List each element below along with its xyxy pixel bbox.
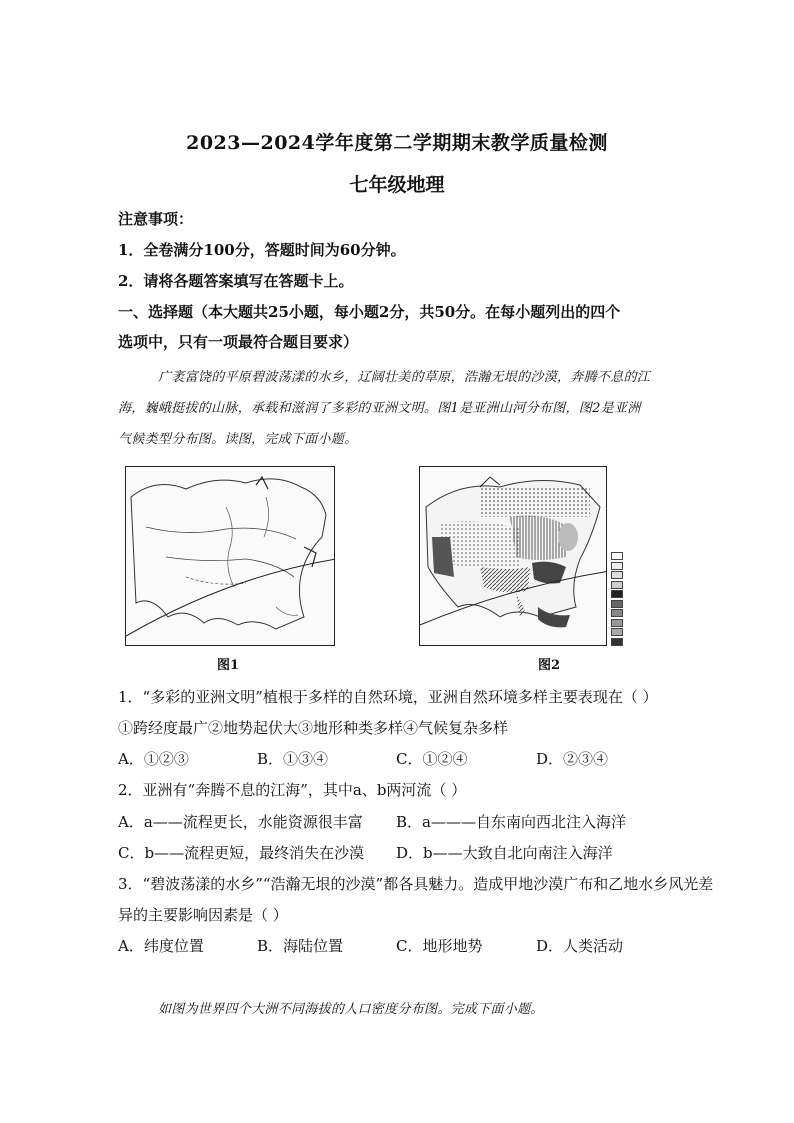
q3-option-c[interactable]: C．地形地势 xyxy=(396,937,483,955)
notes-item-2: 2．请将各题答案填写在答题卡上。 xyxy=(118,272,354,290)
asia-map-drawing xyxy=(126,467,334,645)
asia-rivers-mountains-map xyxy=(125,466,335,646)
notes-item-1: 1．全卷满分100分，答题时间为60分钟。 xyxy=(118,241,406,259)
legend-item xyxy=(611,628,626,636)
q3-option-d[interactable]: D．人类活动 xyxy=(536,937,624,955)
q2-option-d[interactable]: D．b——大致自北向南注入海洋 xyxy=(396,844,613,862)
legend-item xyxy=(611,571,626,579)
notes-heading: 注意事项： xyxy=(118,210,194,228)
intro-line-1: 广袤富饶的平原碧波荡漾的水乡，辽阔壮美的草原，浩瀚无垠的沙漠，奔腾不息的江 xyxy=(158,370,651,385)
q1-option-b[interactable]: B．①③④ xyxy=(257,750,329,768)
climate-legend xyxy=(611,552,626,647)
legend-item xyxy=(611,562,626,570)
q1-option-d[interactable]: D．②③④ xyxy=(536,750,609,768)
q2-option-b[interactable]: B．a———自东南向西北注入海洋 xyxy=(396,813,626,831)
q3-stem-line-1: 3．“碧波荡漾的水乡”“浩瀚无垠的沙漠”都各具魅力。造成甲地沙漠广布和乙地水乡风光差 xyxy=(118,875,714,893)
legend-item xyxy=(611,638,626,646)
figure-2-caption: 图2 xyxy=(538,658,561,673)
asia-climate-map xyxy=(419,466,607,646)
section-heading-line-1: 一、选择题（本大题共25小题，每小题2分，共50分。在每小题列出的四个 xyxy=(118,303,621,321)
legend-item xyxy=(611,581,626,589)
asia-climate-drawing xyxy=(420,467,606,645)
intro-line-2: 海，巍峨挺拔的山脉，承载和滋润了多彩的亚洲文明。图1是亚洲山河分布图，图2是亚洲 xyxy=(118,401,641,416)
intro-line-3: 气候类型分布图。读图，完成下面小题。 xyxy=(118,432,358,447)
q2-option-c[interactable]: C．b——流程更短，最终消失在沙漠 xyxy=(118,844,365,862)
q2-option-a[interactable]: A．a——流程更长，水能资源很丰富 xyxy=(118,813,363,831)
q1-option-c[interactable]: C．①②④ xyxy=(396,750,468,768)
next-section-intro: 如图为世界四个大洲不同海拔的人口密度分布图。完成下面小题。 xyxy=(158,1002,544,1017)
q1-stem: 1．“多彩的亚洲文明”植根于多样的自然环境，亚洲自然环境多样主要表现在（ ） xyxy=(118,688,658,706)
q1-option-a[interactable]: A．①②③ xyxy=(118,750,189,768)
legend-item xyxy=(611,609,626,617)
exam-title: 2023—2024学年度第二学期期末教学质量检测 xyxy=(186,132,608,154)
q3-stem-line-2: 异的主要影响因素是（ ） xyxy=(118,906,288,924)
q2-stem: 2．亚洲有“奔腾不息的江海”，其中a、b两河流（ ） xyxy=(118,781,467,799)
exam-subtitle: 七年级地理 xyxy=(349,174,445,196)
section-heading-line-2: 选项中，只有一项最符合题目要求） xyxy=(118,333,359,351)
q3-option-a[interactable]: A．纬度位置 xyxy=(118,937,204,955)
q3-option-b[interactable]: B．海陆位置 xyxy=(257,937,344,955)
legend-item xyxy=(611,619,626,627)
legend-item xyxy=(611,552,626,560)
q1-statements: ①跨经度最广②地势起伏大③地形种类多样④气候复杂多样 xyxy=(118,719,509,737)
legend-item xyxy=(611,600,626,608)
legend-item xyxy=(611,590,626,598)
figure-1-caption: 图1 xyxy=(217,658,240,673)
